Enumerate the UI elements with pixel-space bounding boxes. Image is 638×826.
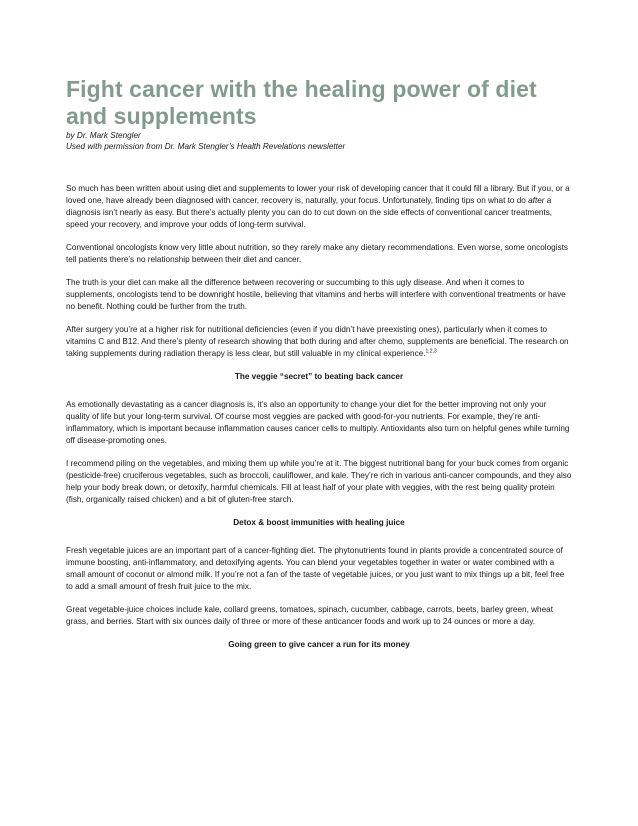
- paragraph-7: Fresh vegetable juices are an important part of a cancer-fighting diet. The phytonutrients found in plants provide a concentrated source of immune boosting, anti-inflammatory, and detoxifying agents. You can blend your vegetables together in water or water combined with a small amount of coconut or almond milk. If you’re not a fan of the taste of vegetable juices, or you just want to mix things up a bit, feel free to add a small amount of fresh fruit juice to the mix.: [66, 546, 565, 591]
- paragraph-5: As emotionally devastating as a cancer diagnosis is, it’s also an opportunity to change your diet for the better improving not only your quality of life but your long-term survival. Of course most veggies are packed with good-for-you nutrients. For example, they’re anti-inflammatory, which is important because inflammation causes cancer cells to multiply. Antioxidants also turn on helpful genes while turning off disease-promoting ones.: [66, 400, 570, 445]
- article: [66, 76, 572, 667]
- section-heading-detox: Detox & boost immunities with healing juice: [233, 518, 405, 527]
- article-body: [66, 183, 572, 651]
- paragraph-8: Great vegetable-juice choices include kale, collard greens, tomatoes, spinach, cucumber, cabbage, carrots, beets, barley green, wheat grass, and berries. Start with six ounces daily of three or more of these anticancer foods and work up to 24 ounces or more a day.: [66, 605, 553, 626]
- paragraph-1-start: So much has been written about using diet and supplements to lower your risk of developing cancer that it could fill a library. But if you, or a loved one, have already been diagnosed with cancer, recovery is, naturally, your focus. Unfortunately, finding tips on what to do: [66, 184, 570, 205]
- paragraph-2: Conventional oncologists know very little about nutrition, so they rarely make any dietary recommendations. Even worse, some oncologists tell patients there’s no relationship between their diet and cancer.: [66, 243, 568, 264]
- paragraph-4: [66, 324, 572, 360]
- paragraph-1: [66, 183, 572, 231]
- article-title: Fight cancer with the healing power of diet and supplements: [66, 76, 537, 129]
- section-heading-going-green: Going green to give cancer a run for its money: [228, 640, 410, 649]
- permission-note: Used with permission from Dr. Mark Stengler’s Health Revelations newsletter: [66, 142, 346, 151]
- paragraph-6: I recommend piling on the vegetables, and mixing them up while you’re at it. The biggest nutritional bang for your buck comes from organic (pesticide-free) cruciferous vegetables, such as broccoli, cauliflower, and kale. They’re rich in various anti-cancer compounds, and they also help your body break down, or detoxify, harmful chemicals. Fill at least half of your plate with veggies, with the rest being quality protein (fish, organically raised chicken) and a bit of gluten-free starch.: [66, 459, 572, 504]
- paragraph-3: The truth is your diet can make all the difference between recovering or succumbing to this ugly disease. And when it comes to supplements, oncologists tend to be downright hostile, believing that vitamins and herbs will interfere with conventional treatments or have no benefit. Nothing could be further from the truth.: [66, 278, 566, 311]
- author-byline: by Dr. Mark Stengler: [66, 131, 141, 140]
- paragraph-4-text: After surgery you’re at a higher risk for nutritional deficiencies (even if you didn’t have preexisting ones), particularly when it comes to vitamins C and B12. And there’s plenty of research showing that both during and after chemo, supplements are beneficial. The research on taking supplements during radiation therapy is less clear, but still valuable in my clinical experience.: [66, 325, 569, 358]
- paragraph-1-emphasis: after: [528, 196, 545, 205]
- paragraph-1-end: a diagnosis isn’t nearly as easy. But there’s actually plenty you can do to cut down on the side effects of conventional cancer treatments, speed your recovery, and improve your odds of long-term survival.: [66, 196, 553, 229]
- section-heading-veggie: The veggie “secret” to beating back cancer: [234, 372, 404, 381]
- citation-superscript: 1,2,3: [425, 348, 437, 355]
